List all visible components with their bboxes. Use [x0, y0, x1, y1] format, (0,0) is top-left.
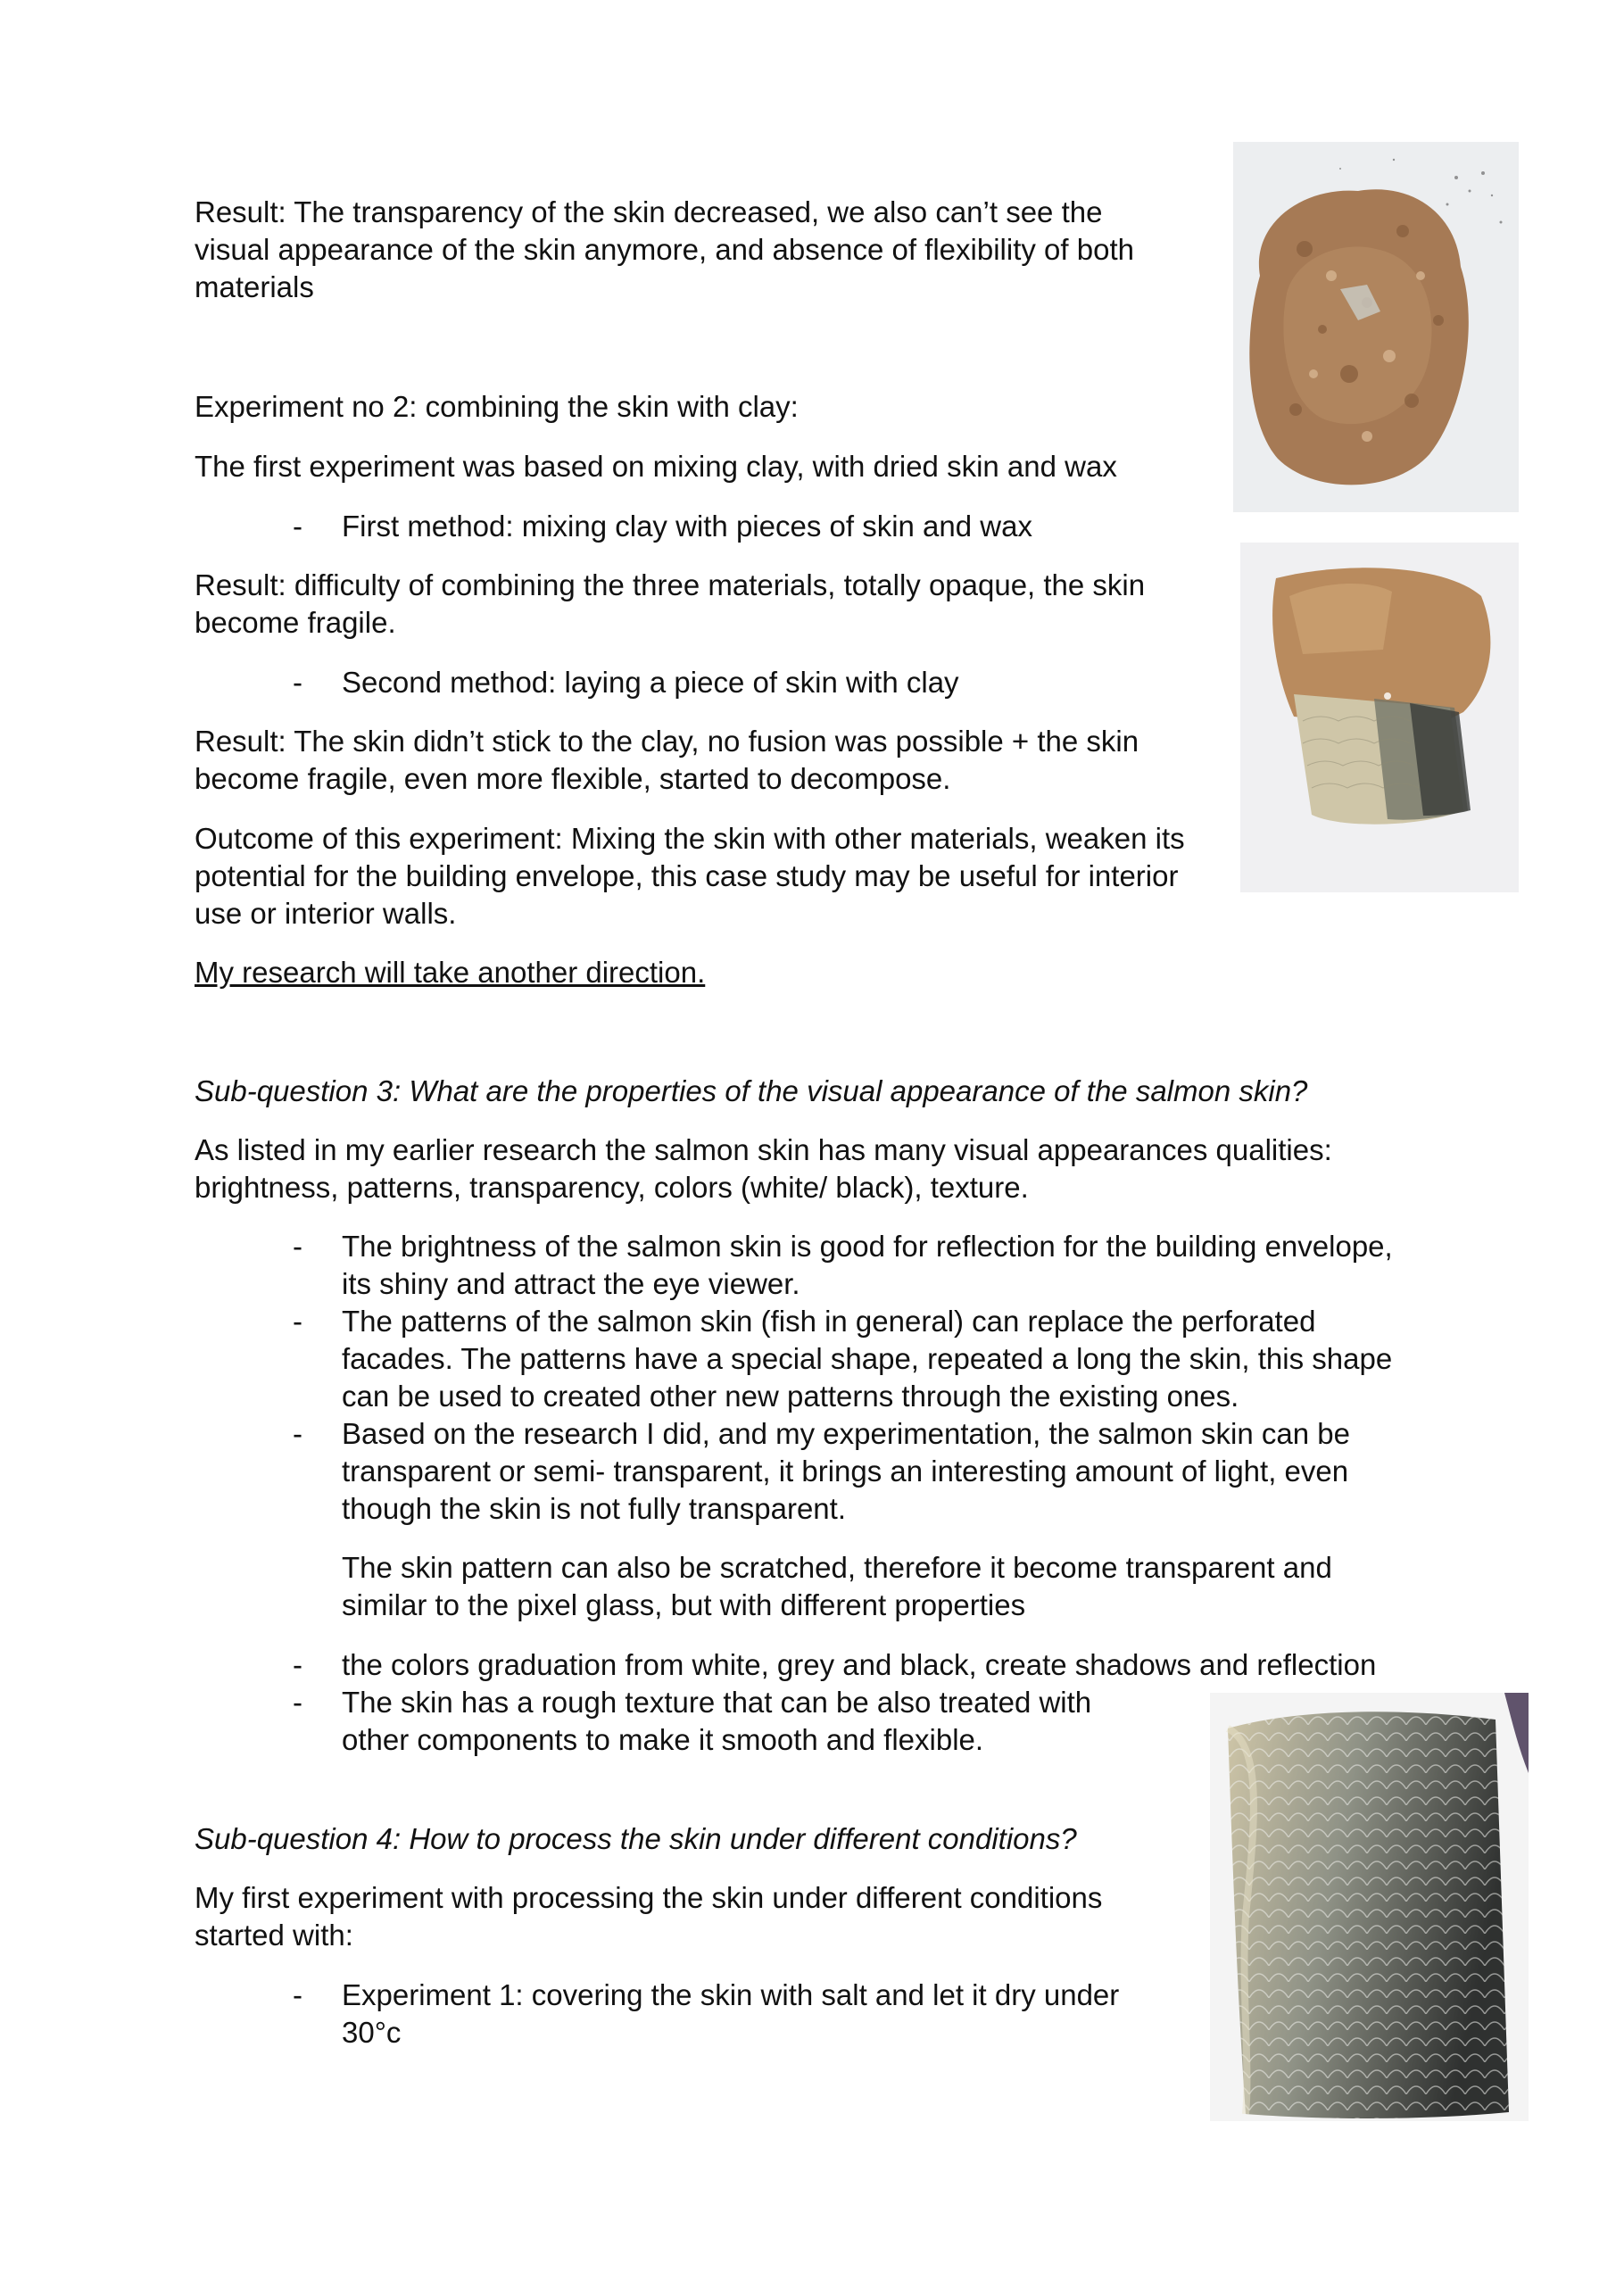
result-line: visual appearance of the skin anymore, and absence of flexibility of both: [195, 233, 1134, 266]
result-1-line: become fragile.: [195, 606, 396, 639]
subq4-intro-line: My first experiment with processing the skin under different conditions: [195, 1881, 1103, 1914]
outcome-line: Outcome of this experiment: Mixing the skin with other materials, weaken its: [195, 822, 1185, 855]
scratch-line: similar to the pixel glass, but with different properties: [342, 1588, 1026, 1621]
subq4-intro-line: started with:: [195, 1919, 353, 1952]
bullet-dash: -: [293, 1417, 302, 1450]
bullet-line: the colors graduation from white, grey and black, create shadows and reflection: [342, 1648, 1377, 1681]
experiment-1-line: Experiment 1: covering the skin with salt and let it dry under: [342, 1978, 1120, 2011]
bullet-dash: -: [293, 1978, 302, 2011]
result-2-line: Result: The skin didn’t stick to the clay, no fusion was possible + the skin: [195, 725, 1139, 758]
bullet-dash: -: [293, 1305, 302, 1338]
bullet-line: facades. The patterns have a special shape, repeated a long the skin, this shape: [342, 1342, 1393, 1375]
bullet-line: The brightness of the salmon skin is good for reflection for the building envelope,: [342, 1230, 1393, 1263]
bullet-line: transparent or semi- transparent, it brings an interesting amount of light, even: [342, 1455, 1349, 1488]
bullet-line: can be used to created other new patterns through the existing ones.: [342, 1380, 1239, 1413]
bullet-line: its shiny and attract the eye viewer.: [342, 1267, 800, 1300]
result-2-line: become fragile, even more flexible, started to decompose.: [195, 762, 951, 795]
method-2: Second method: laying a piece of skin with clay: [342, 666, 959, 699]
experiment-2-heading: Experiment no 2: combining the skin with clay:: [195, 390, 799, 423]
subq3-intro-line: As listed in my earlier research the salmon skin has many visual appearances qualities:: [195, 1133, 1332, 1166]
result-line: Result: The transparency of the skin decreased, we also can’t see the: [195, 195, 1103, 228]
outcome-line: potential for the building envelope, this case study may be useful for interior: [195, 859, 1179, 892]
bullet-line: The patterns of the salmon skin (fish in general) can replace the perforated: [342, 1305, 1316, 1338]
result-1-line: Result: difficulty of combining the three materials, totally opaque, the skin: [195, 568, 1146, 601]
skin-with-clay-photo: [1240, 543, 1519, 892]
bullet-dash: -: [293, 1648, 302, 1681]
bullet-line: Based on the research I did, and my experimentation, the salmon skin can be: [342, 1417, 1350, 1450]
bullet-line: The skin has a rough texture that can be also treated with: [342, 1686, 1092, 1719]
result-line: materials: [195, 270, 314, 303]
scratch-line: The skin pattern can also be scratched, therefore it become transparent and: [342, 1551, 1332, 1584]
subq3-intro-line: brightness, patterns, transparency, colors (white/ black), texture.: [195, 1171, 1029, 1204]
salmon-skin-photo: [1210, 1693, 1529, 2121]
sub-question-4: Sub-question 4: How to process the skin under different conditions?: [195, 1822, 1077, 1855]
experiment-1-line: 30°c: [342, 2016, 402, 2049]
bullet-dash: -: [293, 1230, 302, 1263]
research-direction: My research will take another direction.: [195, 956, 706, 989]
bullet-line: other components to make it smooth and flexible.: [342, 1723, 984, 1756]
outcome-line: use or interior walls.: [195, 897, 457, 930]
bullet-dash: -: [293, 666, 302, 699]
sub-question-3: Sub-question 3: What are the properties of the visual appearance of the salmon skin?: [195, 1074, 1308, 1107]
bullet-dash: -: [293, 1686, 302, 1719]
clay-mixture-photo: [1233, 142, 1519, 512]
bullet-dash: -: [293, 510, 302, 543]
bullet-line: though the skin is not fully transparent.: [342, 1492, 846, 1525]
method-1: First method: mixing clay with pieces of skin and wax: [342, 510, 1032, 543]
experiment-2-intro: The first experiment was based on mixing clay, with dried skin and wax: [195, 450, 1117, 483]
